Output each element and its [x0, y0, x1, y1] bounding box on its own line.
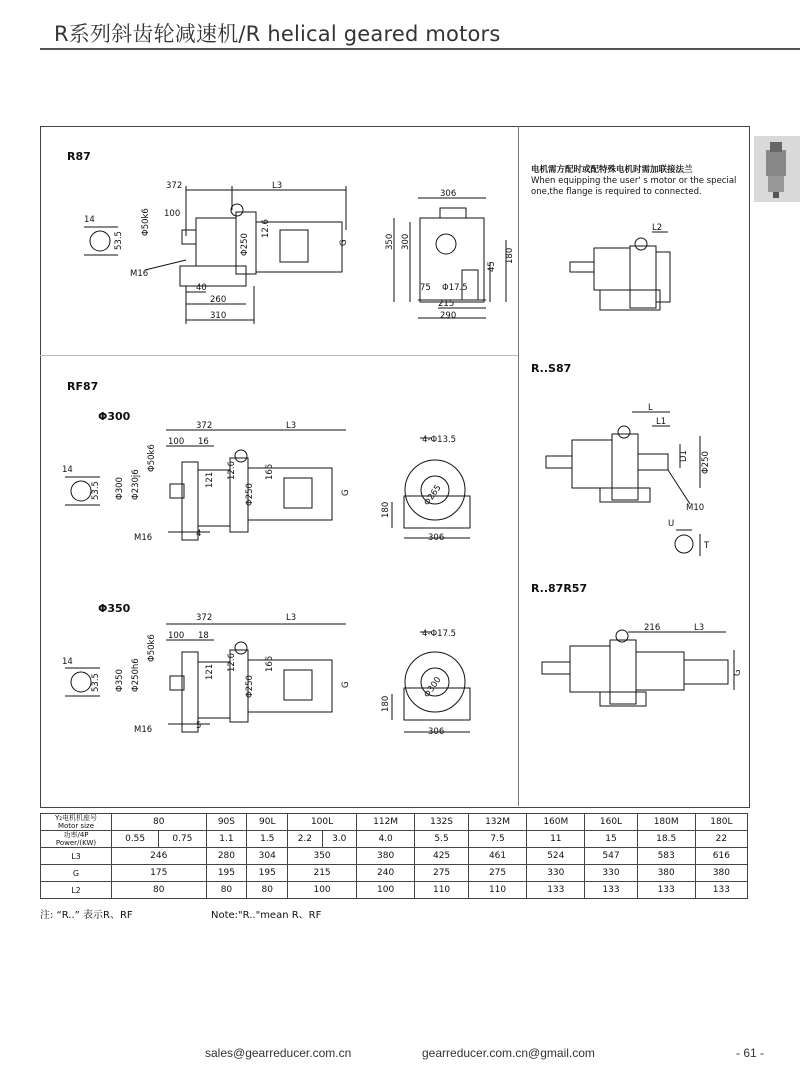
table-cell: 330	[585, 865, 637, 882]
section-label-r87r57: R..87R57	[531, 582, 588, 595]
svg-text:Φ300: Φ300	[115, 477, 125, 500]
table-cell: 0.55	[112, 831, 159, 848]
table-cell: 80	[112, 814, 207, 831]
svg-text:Φ250: Φ250	[701, 451, 711, 474]
table-cell: 1.1	[206, 831, 247, 848]
table-cell: 3.0	[322, 831, 356, 848]
svg-text:L3: L3	[272, 181, 283, 191]
table-cell: 90S	[206, 814, 247, 831]
table-cell: 110	[415, 882, 469, 899]
svg-text:M10: M10	[686, 503, 705, 513]
svg-text:Φ50k6: Φ50k6	[147, 444, 157, 472]
svg-text:290: 290	[440, 311, 457, 321]
row-header-power: 功率/4P Power/(KW)	[41, 831, 112, 848]
table-cell: 22	[695, 831, 747, 848]
svg-text:M16: M16	[134, 725, 153, 735]
svg-text:5: 5	[196, 721, 202, 731]
table-cell: 246	[112, 848, 207, 865]
footer-email-gmail[interactable]: gearreducer.com.cn@gmail.com	[422, 1046, 595, 1060]
svg-text:216: 216	[644, 623, 661, 633]
svg-text:G: G	[339, 239, 349, 246]
svg-text:12.6: 12.6	[227, 461, 237, 480]
table-cell: 100	[288, 882, 357, 899]
table-cell: 304	[247, 848, 288, 865]
svg-text:4-Φ13.5: 4-Φ13.5	[422, 435, 457, 445]
svg-text:Φ50k6: Φ50k6	[147, 634, 157, 662]
svg-text:14: 14	[62, 465, 73, 475]
svg-text:121: 121	[205, 471, 215, 488]
footnote-en: Note:"R.."mean R、RF	[211, 910, 322, 921]
table-cell: 616	[695, 848, 747, 865]
table-cell: 547	[585, 848, 637, 865]
svg-text:100: 100	[164, 209, 181, 219]
svg-text:L1: L1	[656, 417, 667, 427]
table-cell: 90L	[247, 814, 288, 831]
svg-text:372: 372	[196, 613, 213, 623]
table-cell: 132S	[415, 814, 469, 831]
table-cell: 180L	[695, 814, 747, 831]
table-cell: 195	[206, 865, 247, 882]
table-cell: 15	[585, 831, 637, 848]
svg-text:215: 215	[438, 299, 455, 309]
rf87-phi300-dimension-labels	[62, 421, 456, 543]
svg-text:53.5: 53.5	[91, 481, 101, 500]
svg-text:Φ250: Φ250	[245, 483, 255, 506]
table-cell: 7.5	[468, 831, 526, 848]
row-header-g: G	[41, 865, 112, 882]
r87r57-view	[542, 630, 734, 706]
table-cell: 0.75	[159, 831, 206, 848]
table-cell: 132M	[468, 814, 526, 831]
table-cell: 160L	[585, 814, 637, 831]
table-cell: 195	[247, 865, 288, 882]
flange-dimension-labels	[652, 223, 662, 233]
svg-text:180: 180	[505, 247, 515, 264]
table-cell: 80	[247, 882, 288, 899]
table-cell: 5.5	[415, 831, 469, 848]
table-cell: 350	[288, 848, 357, 865]
svg-text:Φ230j6: Φ230j6	[131, 469, 141, 500]
table-cell: 160M	[527, 814, 585, 831]
flange-view	[570, 232, 670, 310]
table-cell: 215	[288, 865, 357, 882]
table-cell: 425	[415, 848, 469, 865]
table-row-motor-size	[41, 814, 748, 831]
svg-text:Φ250: Φ250	[245, 675, 255, 698]
table-cell: 461	[468, 848, 526, 865]
rf87-phi350-dimension-labels	[62, 613, 456, 737]
table-row-g	[41, 865, 748, 882]
table-cell: 275	[468, 865, 526, 882]
svg-text:121: 121	[205, 663, 215, 680]
svg-text:310: 310	[210, 311, 227, 321]
svg-text:G: G	[733, 669, 743, 676]
svg-text:4-Φ17.5: 4-Φ17.5	[422, 629, 457, 639]
svg-text:53.5: 53.5	[91, 673, 101, 692]
r87-dimension-labels	[84, 181, 515, 321]
table-cell: 275	[415, 865, 469, 882]
table-cell: 133	[527, 882, 585, 899]
section-label-rf87: RF87	[67, 380, 99, 393]
table-cell: 100L	[288, 814, 357, 831]
svg-text:L: L	[648, 403, 653, 413]
table-cell: 18.5	[637, 831, 695, 848]
page-title: R系列斜齿轮减速机/R helical geared motors	[54, 22, 501, 46]
rs87-view	[546, 412, 700, 556]
svg-text:372: 372	[166, 181, 183, 191]
table-row-l3	[41, 848, 748, 865]
svg-text:18: 18	[198, 631, 209, 641]
svg-text:M16: M16	[134, 533, 153, 543]
table-row-l2	[41, 882, 748, 899]
row-header-l3: L3	[41, 848, 112, 865]
section-label-phi300: Φ300	[98, 410, 131, 423]
svg-text:Φ250h6: Φ250h6	[131, 658, 141, 692]
table-cell: 240	[356, 865, 414, 882]
rs87-dimension-labels	[648, 403, 711, 551]
svg-text:M16: M16	[130, 269, 149, 279]
table-cell: 380	[356, 848, 414, 865]
table-cell: 380	[695, 865, 747, 882]
svg-text:T: T	[704, 541, 710, 551]
table-cell: 110	[468, 882, 526, 899]
svg-text:Φ50k6: Φ50k6	[141, 208, 151, 236]
table-cell: 280	[206, 848, 247, 865]
svg-text:Φ17.5: Φ17.5	[442, 283, 468, 293]
table-cell: 4.0	[356, 831, 414, 848]
table-cell: 80	[206, 882, 247, 899]
section-label-r87: R87	[67, 150, 91, 163]
svg-text:16: 16	[198, 437, 209, 447]
table-cell: 133	[695, 882, 747, 899]
table-cell: 1.5	[247, 831, 288, 848]
svg-text:45: 45	[487, 261, 497, 272]
table-cell: 133	[585, 882, 637, 899]
svg-text:Φ250: Φ250	[240, 233, 250, 256]
svg-text:165: 165	[265, 655, 275, 672]
svg-text:Φ300: Φ300	[422, 675, 444, 700]
table-row-power	[41, 831, 748, 848]
table-cell: 133	[637, 882, 695, 899]
table-cell: 2.2	[288, 831, 322, 848]
svg-text:G: G	[341, 681, 351, 688]
table-cell: 11	[527, 831, 585, 848]
svg-text:350: 350	[385, 233, 395, 250]
svg-text:14: 14	[62, 657, 73, 667]
svg-text:372: 372	[196, 421, 213, 431]
table-cell: 175	[112, 865, 207, 882]
table-cell: 380	[637, 865, 695, 882]
svg-text:306: 306	[440, 189, 457, 199]
svg-text:U: U	[668, 519, 675, 529]
table-cell: 180M	[637, 814, 695, 831]
svg-text:100: 100	[168, 631, 185, 641]
svg-text:L2: L2	[652, 223, 663, 233]
footnote-cn: 注: “R..” 表示R、RF	[40, 910, 133, 921]
table-cell: 330	[527, 865, 585, 882]
svg-text:12.6: 12.6	[261, 219, 271, 238]
svg-text:306: 306	[428, 533, 445, 543]
svg-text:Φ350: Φ350	[115, 669, 125, 692]
svg-text:Φ265: Φ265	[422, 483, 444, 508]
table-cell: 583	[637, 848, 695, 865]
row-header-motor-size: Y₂电机机座号 Motor size	[41, 814, 112, 831]
svg-text:180: 180	[381, 695, 391, 712]
svg-text:53.5: 53.5	[114, 231, 124, 250]
svg-text:165: 165	[265, 463, 275, 480]
table-cell: 80	[112, 882, 207, 899]
table-cell: 524	[527, 848, 585, 865]
section-label-rs87: R..S87	[531, 362, 572, 375]
svg-text:L3: L3	[286, 613, 297, 623]
svg-text:75: 75	[420, 283, 431, 293]
svg-text:L3: L3	[694, 623, 705, 633]
flange-note-cn: 电机需方配时或配特殊电机时需加联接法兰	[531, 165, 693, 175]
svg-text:L3: L3	[286, 421, 297, 431]
page-number: - 61 -	[736, 1046, 765, 1060]
svg-text:D1: D1	[679, 450, 689, 462]
svg-text:100: 100	[168, 437, 185, 447]
row-header-l2: L2	[41, 882, 112, 899]
table-cell: 112M	[356, 814, 414, 831]
svg-text:4: 4	[196, 529, 202, 539]
svg-text:G: G	[341, 489, 351, 496]
svg-text:14: 14	[84, 215, 95, 225]
svg-text:306: 306	[428, 727, 445, 737]
svg-text:40: 40	[196, 283, 207, 293]
motor-spec-table	[40, 813, 748, 899]
svg-text:180: 180	[381, 501, 391, 518]
footer-email-sales[interactable]: sales@gearreducer.com.cn	[205, 1046, 352, 1060]
table-cell: 100	[356, 882, 414, 899]
svg-text:260: 260	[210, 295, 227, 305]
section-label-phi350: Φ350	[98, 602, 131, 615]
flange-note-en: When equipping the user' s motor or the special one,the flange is required to connected.	[531, 176, 737, 197]
svg-text:12.6: 12.6	[227, 653, 237, 672]
svg-text:300: 300	[401, 233, 411, 250]
